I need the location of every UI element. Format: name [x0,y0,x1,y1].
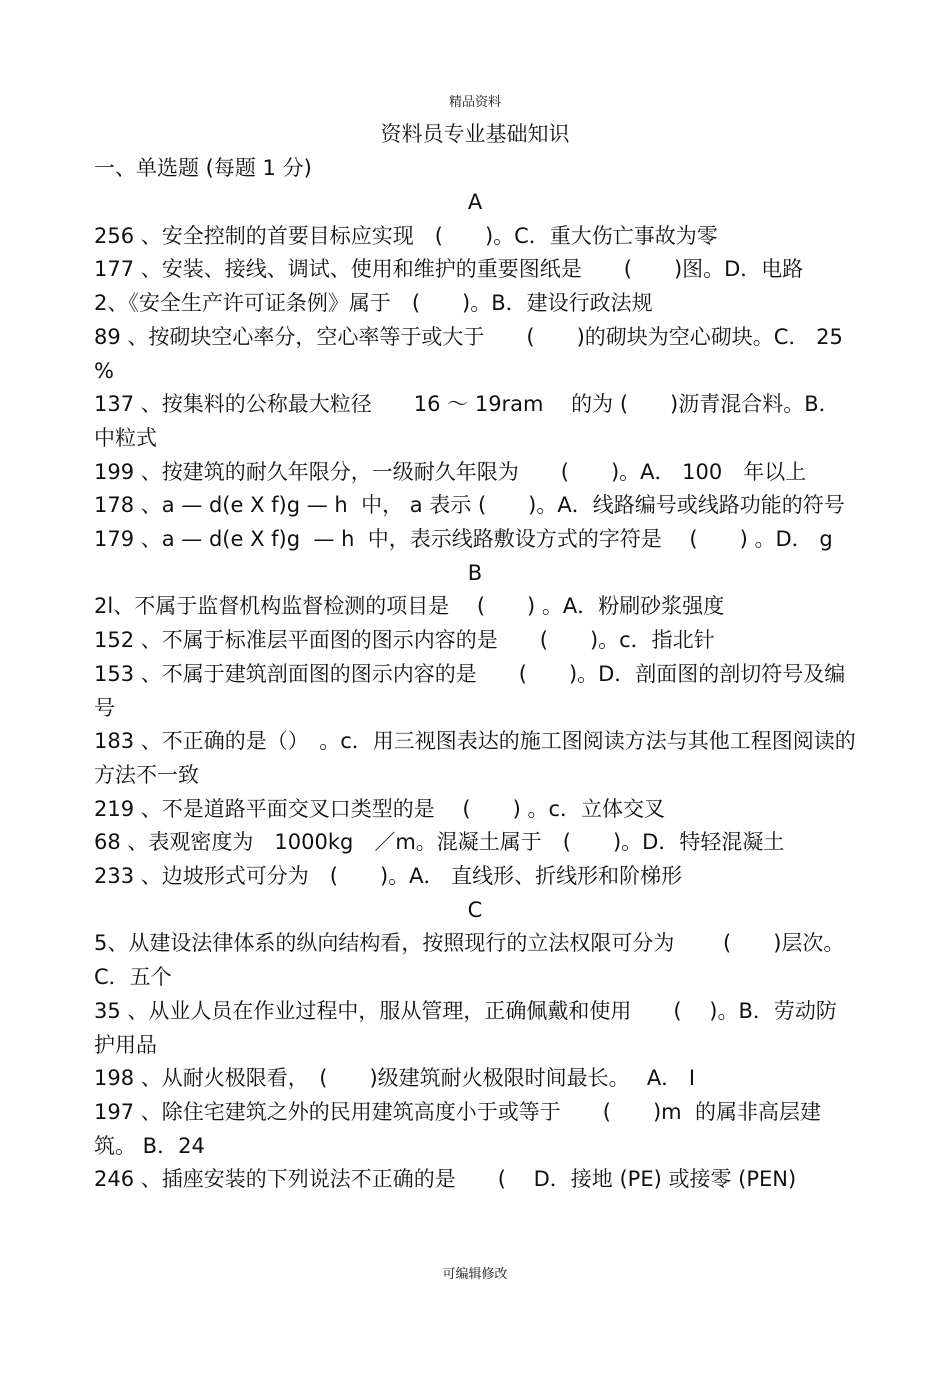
question-item: 68 、表观密度为 1000kg ／m。混凝土属于 ( )。D．特轻混凝土 [94,830,785,855]
question-item: 89 、按砌块空心率分，空心率等于或大于 ( )的砌块为空心砌块。C． 25 % [94,324,850,383]
question-item: 177 、安装、接线、调试、使用和维护的重要图纸是 ( )图。D．电路 [94,257,804,282]
group-letter-b: B [467,560,483,585]
question-item: 2l、不属于监督机构监督检测的项目是 ( ) 。A．粉刷砂浆强度 [94,594,725,619]
question-list [94,186,856,1197]
question-item: 198 、从耐火极限看， ( )级建筑耐火极限时间最长。 A． I [94,1066,696,1091]
header-label: 精品资料 [448,95,501,110]
question-item: 183 、不正确的是（） 。c．用三视图表达的施工图阅读方法与其他工程图阅读的方法不一致 [94,729,856,787]
page-title: 资料员专业基础知识 [380,122,570,146]
question-item: 233 、边坡形式可分为 ( )。A． 直线形、折线形和阶梯形 [94,864,683,889]
question-item: 197 、除住宅建筑之外的民用建筑高度小于或等于 ( )m 的属非高层建筑。 B．24 [94,1099,821,1158]
question-item: 2、《安全生产许可证条例》属于 ( )。B．建设行政法规 [94,291,653,316]
question-item: 256 、安全控制的首要目标应实现 ( )。C．重大伤亡事故为零 [94,223,718,248]
question-item: 246 、插座安装的下列说法不正确的是 ( D．接地 (PE) 或接零 (PEN) [94,1167,797,1192]
question-item: 5、从建设法律体系的纵向结构看，按照现行的立法权限可分为 ( )层次。 C．五个 [94,931,852,990]
question-item: 178 、a — d(e X f)g — h 中， a 表示 ( )。A．线路编号或线路功能的符号 [94,493,845,518]
question-item: 219 、不是道路平面交叉口类型的是 ( ) 。c．立体交叉 [94,796,666,821]
group-letter-c: C [467,897,483,922]
section-heading: 一、单选题 (每题 1 分) [94,156,312,180]
footer-label: 可编辑修改 [442,1267,508,1282]
question-item: 179 、a — d(e X f)g — h 中，表示线路敷设方式的字符是 ( ) 。D． g [94,527,833,552]
question-item: 152 、不属于标准层平面图的图示内容的是 ( )。c．指北针 [94,628,715,653]
question-item: 137 、按集料的公称最大粒径 16 ～ 19ram 的为 ( )沥青混合料。B．中粒式 [94,392,840,450]
question-item: 35 、从业人员在作业过程中，服从管理，正确佩戴和使用 ( )。B．劳动防护用品 [94,998,837,1057]
question-item: 153 、不属于建筑剖面图的图示内容的是 ( )。D．剖面图的剖切符号及编号 [94,661,846,720]
group-letter-a: A [467,190,483,214]
question-item: 199 、按建筑的耐久年限分，一级耐久年限为 ( )。A． 100 年以上 [94,459,807,484]
